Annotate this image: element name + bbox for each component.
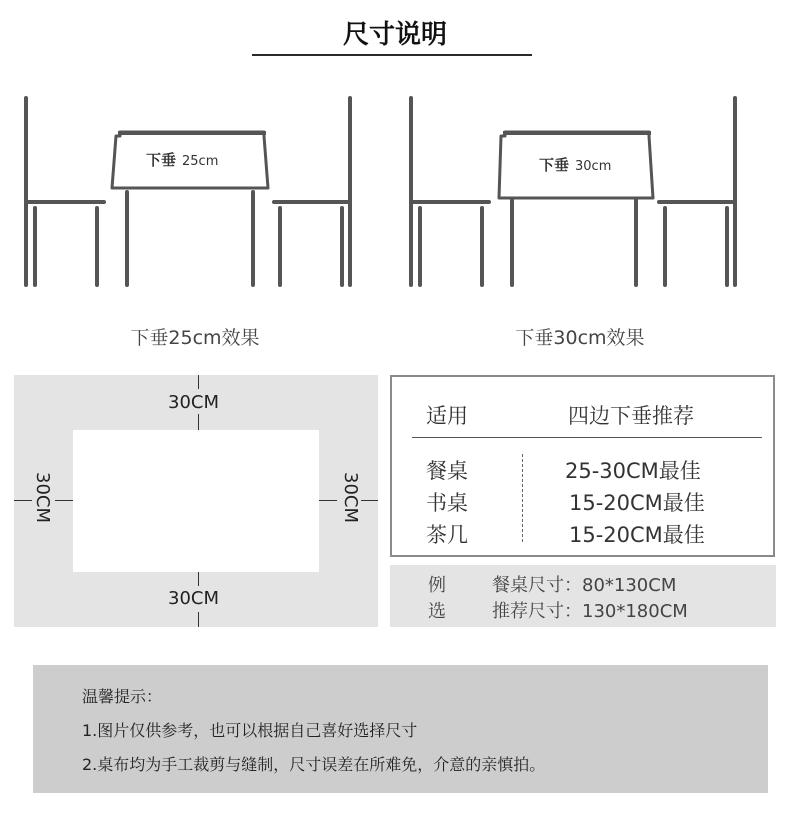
measure-left-label: 30CM: [32, 472, 53, 524]
measure-bottom-label: 30CM: [168, 588, 220, 609]
table-header-use: 适用: [426, 404, 468, 428]
tick-top-lower: [198, 414, 199, 430]
tick-bottom-upper: [198, 572, 199, 586]
example-label-2: 选: [428, 601, 446, 622]
tip-item: 2.桌布均为手工裁剪与缝制，尺寸误差在所难免，介意的亲慎拍。: [82, 755, 546, 774]
tick-bottom-lower: [198, 612, 199, 627]
drop-value-label: 30cm: [575, 159, 612, 174]
tick-left-outer: [14, 500, 32, 501]
tick-top-upper: [198, 375, 199, 389]
tick-right-inner: [319, 500, 337, 501]
table-header-divider: [412, 437, 762, 438]
table-row-use: 书桌: [426, 491, 468, 515]
title-underline: [252, 54, 532, 56]
table-row-drop: 15-20CM最佳: [569, 491, 705, 515]
example-table-size: 餐桌尺寸：80*130CM: [492, 575, 677, 596]
drop-value-label: 25cm: [182, 154, 219, 169]
table-column-divider: [522, 454, 523, 542]
caption-25cm: 下垂25cm效果: [130, 327, 260, 349]
example-recommended-size: 推荐尺寸：130*180CM: [492, 601, 688, 622]
drop-prefix-label: 下垂: [539, 156, 570, 174]
tick-left-inner: [55, 500, 73, 501]
table-row-use: 茶几: [426, 523, 468, 547]
table-illustration-25cm: [0, 90, 395, 295]
table-row-drop: 25-30CM最佳: [565, 459, 701, 483]
tick-right-outer: [361, 500, 378, 501]
table-row-drop: 15-20CM最佳: [569, 523, 705, 547]
caption-30cm: 下垂30cm效果: [515, 327, 645, 349]
drop-prefix-label: 下垂: [146, 151, 177, 169]
measure-right-label: 30CM: [340, 472, 361, 524]
table-top-area: [73, 430, 319, 572]
tip-item: 1.图片仅供参考，也可以根据自己喜好选择尺寸: [82, 721, 418, 740]
page-title: 尺寸说明: [342, 20, 447, 50]
example-label-1: 例: [428, 575, 446, 596]
table-illustration-30cm: [395, 90, 790, 295]
table-header-drop: 四边下垂推荐: [568, 404, 694, 428]
tips-heading: 温馨提示：: [82, 687, 163, 706]
table-row-use: 餐桌: [426, 459, 468, 483]
measure-top-label: 30CM: [168, 392, 220, 413]
